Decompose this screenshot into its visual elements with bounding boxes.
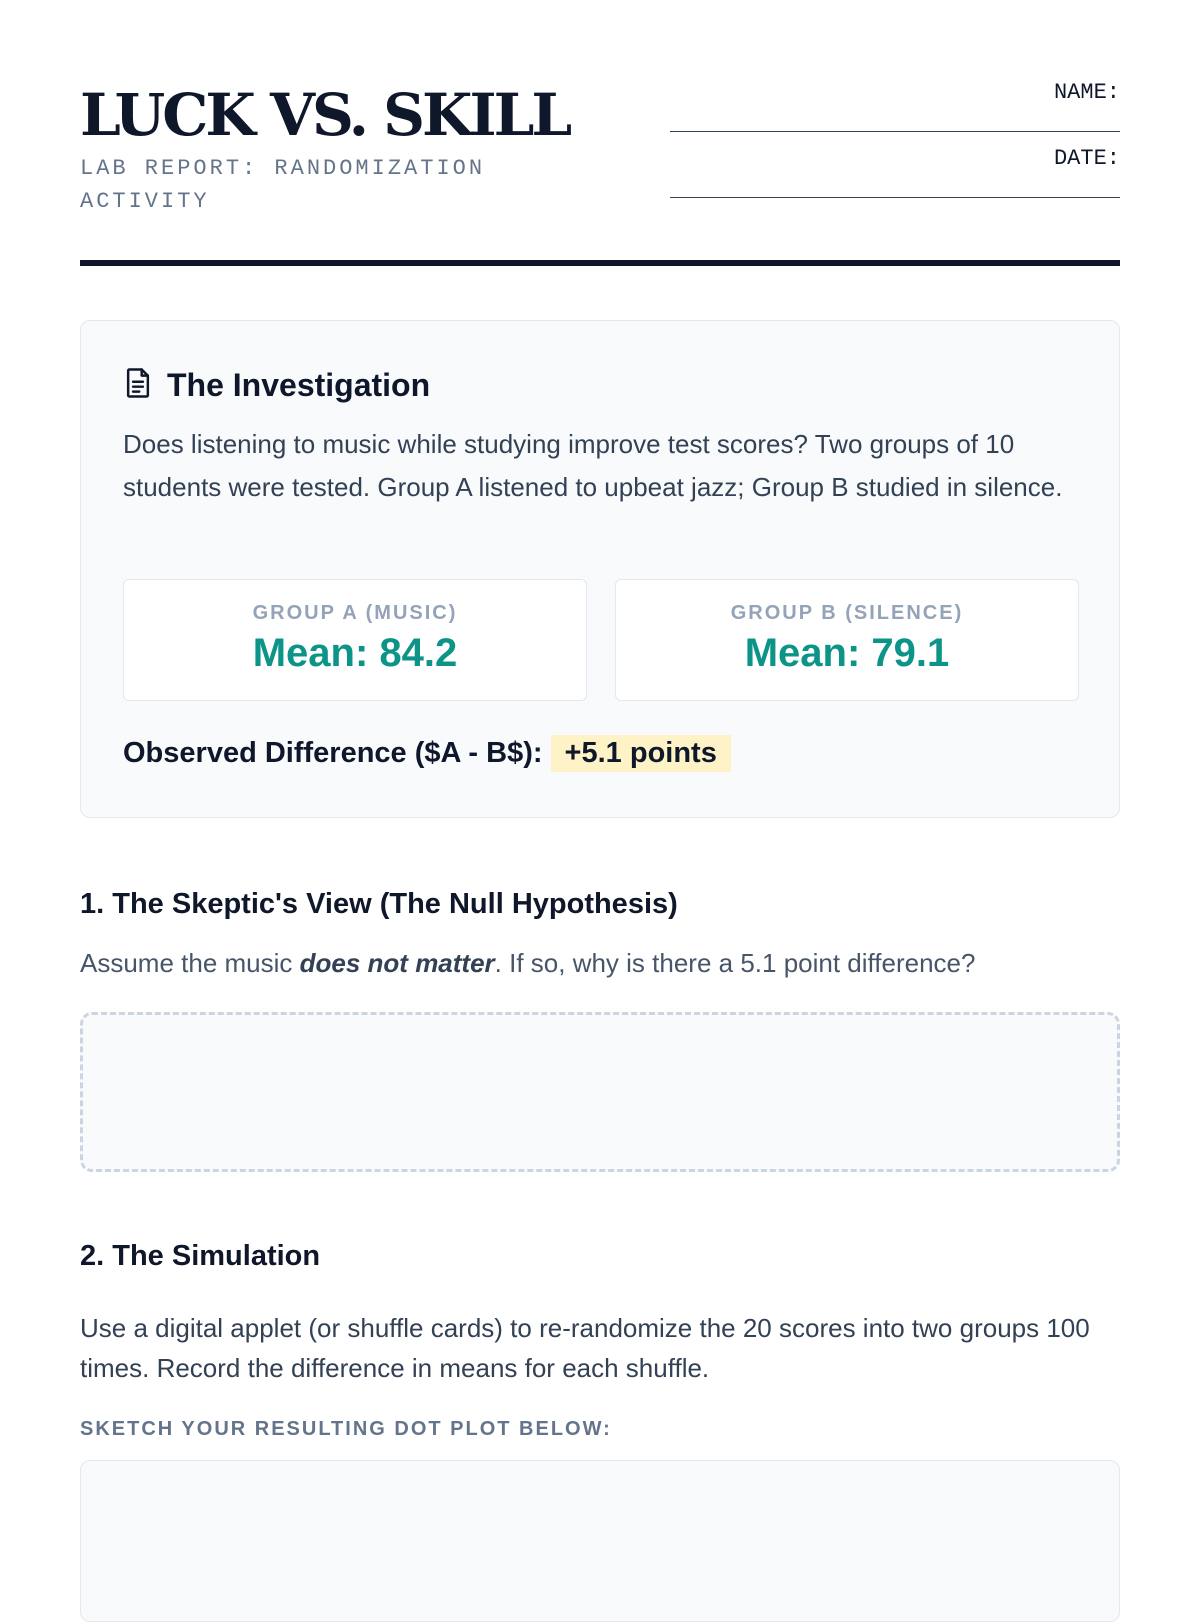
header <box>80 80 1120 270</box>
investigation-header <box>123 367 430 404</box>
investigation-text: Does listening to music while studying improve test scores? Two groups of 10 students were tested. Group A listened to upbeat jazz; Group B studied in silence. <box>123 429 1063 502</box>
document-icon <box>123 367 153 404</box>
observed-difference <box>123 735 731 772</box>
section2-instructions: Use a digital applet (or shuffle cards) to re-randomize the 20 scores into two groups 100 times. Record the difference in means for each shuffle. <box>80 1313 1090 1383</box>
group-a-mean: Mean: 84.2 <box>252 631 458 675</box>
name-label: NAME: <box>1053 80 1120 105</box>
date-field[interactable] <box>670 171 1120 198</box>
group-b-card <box>615 579 1079 701</box>
date-label: DATE: <box>1053 146 1120 171</box>
name-field[interactable] <box>670 105 1120 132</box>
page-subtitle: LAB REPORT: RANDOMIZATION ACTIVITY <box>80 156 486 214</box>
section1-prompt-emphasis: does not matter <box>299 948 495 978</box>
section1-prompt-start: Assume the music <box>80 948 300 978</box>
investigation-title: The Investigation <box>167 367 431 403</box>
investigation-card <box>80 320 1120 818</box>
group-a-card <box>123 579 587 701</box>
sketch-label: SKETCH YOUR RESULTING DOT PLOT BELOW: <box>80 1418 612 1440</box>
group-a-label: GROUP A (MUSIC) <box>252 602 458 624</box>
group-b-label: GROUP B (SILENCE) <box>730 602 964 624</box>
page-title: LUCK VS. SKILL <box>80 81 570 149</box>
group-b-mean: Mean: 79.1 <box>744 631 950 675</box>
difference-value: +5.1 points <box>551 735 731 772</box>
dot-plot-sketch-area[interactable] <box>80 1460 1120 1622</box>
section1-prompt <box>80 948 975 979</box>
difference-label: Observed Difference ($A - B$): <box>123 737 543 769</box>
student-info <box>670 80 1120 212</box>
section1-title: 1. The Skeptic's View (The Null Hypothesis) <box>80 888 678 920</box>
header-divider <box>80 260 1120 266</box>
section1-prompt-end: . If so, why is there a 5.1 point difference? <box>494 948 976 978</box>
group-stats <box>123 579 1079 701</box>
answer-box[interactable] <box>80 1012 1120 1172</box>
section2-title: 2. The Simulation <box>80 1240 321 1272</box>
